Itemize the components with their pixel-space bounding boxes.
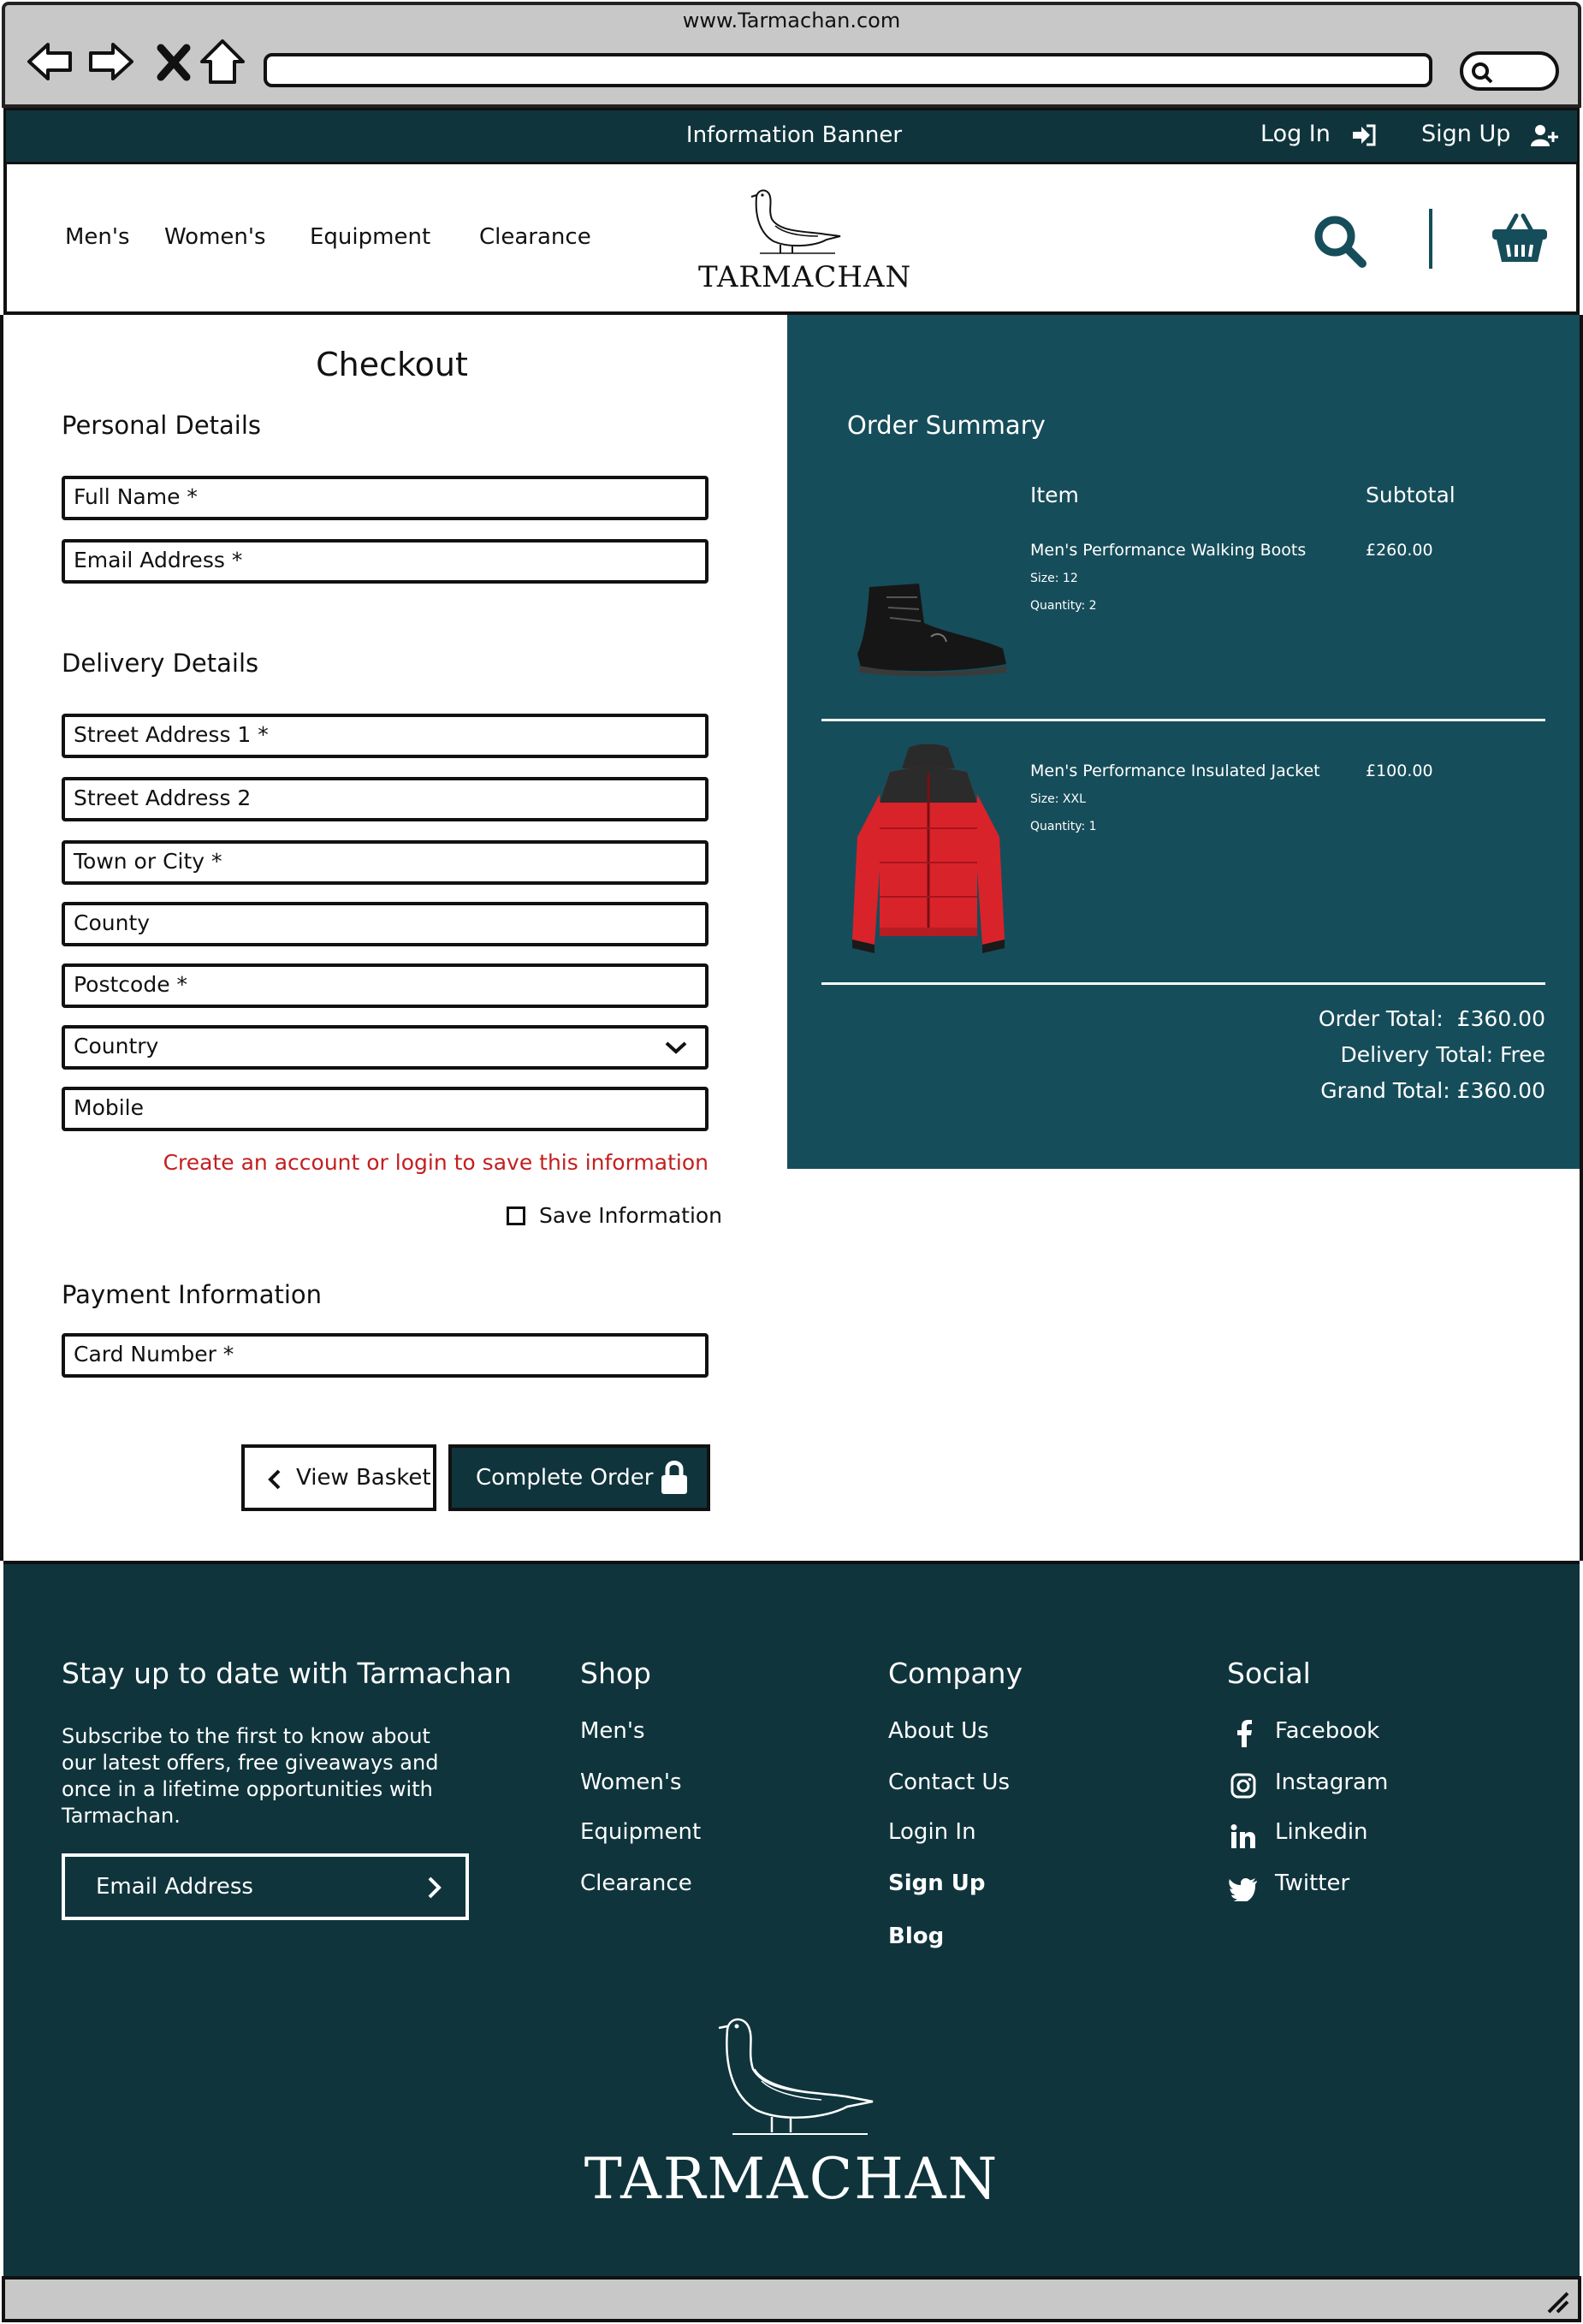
chevron-down-icon: [664, 1039, 688, 1056]
delivery-total: Delivery Total: Free: [1340, 1042, 1545, 1067]
site-header: [3, 164, 1580, 315]
postcode-field[interactable]: Postcode *: [62, 963, 708, 1008]
footer-shop-clearance[interactable]: Clearance: [580, 1870, 692, 1896]
grand-total: Grand Total: £360.00: [1320, 1078, 1545, 1103]
login-label: Log In: [1260, 121, 1331, 147]
item-1-size: Size: 12: [1030, 572, 1078, 585]
social-twitter-link[interactable]: [1227, 1870, 1450, 1901]
company-heading: Company: [888, 1657, 1023, 1690]
basket-icon[interactable]: [1491, 212, 1549, 265]
browser-bottom-bar: [2, 2276, 1581, 2322]
back-arrow-icon[interactable]: [24, 36, 75, 87]
summary-divider: [821, 719, 1545, 721]
shop-heading: Shop: [580, 1657, 651, 1690]
nav-equipment[interactable]: Equipment: [310, 224, 431, 250]
card-number-field[interactable]: Card Number *: [62, 1333, 708, 1378]
facebook-icon: [1236, 1720, 1253, 1747]
order-summary-panel: [787, 315, 1580, 1169]
item-1-quantity: Quantity: 2: [1030, 599, 1097, 613]
nav-womens[interactable]: Women's: [164, 224, 266, 250]
login-link[interactable]: [1260, 121, 1377, 147]
order-summary-heading: Order Summary: [847, 411, 1046, 440]
nav-mens[interactable]: Men's: [65, 224, 130, 250]
item-2-size: Size: XXL: [1030, 792, 1086, 806]
page-right-border: [1580, 315, 1583, 1561]
resize-handle-icon[interactable]: [1542, 2286, 1571, 2315]
social-instagram-link[interactable]: [1227, 1770, 1450, 1800]
footer-logo-wordmark[interactable]: TARMACHAN: [584, 2146, 999, 2212]
item-1-subtotal: £260.00: [1366, 541, 1433, 560]
item-2-subtotal: £100.00: [1366, 762, 1433, 780]
save-information-checkbox[interactable]: [507, 1206, 525, 1225]
twitter-icon: [1229, 1877, 1258, 1901]
street-address-1-field[interactable]: Street Address 1 *: [62, 714, 708, 758]
home-icon[interactable]: [197, 36, 248, 87]
view-basket-button[interactable]: [241, 1444, 436, 1511]
county-field[interactable]: County: [62, 902, 708, 946]
complete-order-label: Complete Order: [476, 1465, 654, 1491]
page-title: Checkout: [316, 346, 468, 383]
forward-arrow-icon[interactable]: [86, 36, 137, 87]
facebook-label: Facebook: [1275, 1718, 1380, 1744]
street-address-2-field[interactable]: Street Address 2: [62, 777, 708, 821]
summary-divider: [821, 982, 1545, 985]
complete-order-button[interactable]: [448, 1444, 710, 1511]
chevron-left-icon: [267, 1468, 282, 1491]
instagram-label: Instagram: [1275, 1770, 1389, 1795]
browser-search-field[interactable]: [1460, 51, 1559, 91]
instagram-icon: [1230, 1773, 1256, 1799]
footer-shop-mens[interactable]: Men's: [580, 1718, 645, 1744]
signup-link[interactable]: [1421, 121, 1559, 147]
url-text: www.Tarmachan.com: [682, 9, 901, 33]
social-facebook-link[interactable]: [1227, 1718, 1450, 1749]
search-icon: [1470, 61, 1494, 85]
address-bar[interactable]: [264, 53, 1432, 87]
nav-clearance[interactable]: Clearance: [479, 224, 591, 250]
item-2-name: Men's Performance Insulated Jacket: [1030, 762, 1320, 780]
footer-shop-equipment[interactable]: Equipment: [580, 1819, 702, 1845]
item-2-quantity: Quantity: 1: [1030, 820, 1097, 833]
item-1-name: Men's Performance Walking Boots: [1030, 541, 1307, 560]
view-basket-label: View Basket: [296, 1465, 431, 1491]
logo-wordmark[interactable]: TARMACHAN: [698, 260, 912, 294]
subtotal-column-header: Subtotal: [1366, 483, 1456, 507]
lock-icon: [661, 1460, 688, 1496]
information-banner: [3, 108, 1580, 164]
add-user-icon: [1530, 123, 1559, 147]
footer-contact-us[interactable]: Contact Us: [888, 1770, 1010, 1795]
social-linkedin-link[interactable]: [1227, 1819, 1450, 1850]
linkedin-icon: [1230, 1824, 1256, 1848]
header-divider: [1429, 209, 1432, 269]
footer-blog[interactable]: Blog: [888, 1924, 945, 1949]
search-icon[interactable]: [1313, 214, 1367, 269]
footer-sign-up[interactable]: Sign Up: [888, 1870, 986, 1896]
page-left-border: [0, 315, 3, 1561]
order-total: Order Total: £360.00: [1318, 1006, 1545, 1031]
mobile-field[interactable]: Mobile: [62, 1087, 708, 1131]
ptarmigan-logo-icon[interactable]: [746, 185, 847, 257]
newsletter-text: Subscribe to the first to know about our latest offers, free giveaways and once in a lifetime opportunities with Tarmachan.: [62, 1724, 439, 1828]
footer-about-us[interactable]: About Us: [888, 1718, 989, 1744]
chevron-right-icon[interactable]: [426, 1876, 443, 1900]
footer-shop-womens[interactable]: Women's: [580, 1770, 682, 1795]
social-heading: Social: [1227, 1657, 1311, 1690]
country-select-label: Country: [74, 1034, 159, 1058]
banner-text: Information Banner: [685, 122, 903, 148]
full-name-field[interactable]: Full Name *: [62, 476, 708, 520]
payment-information-heading: Payment Information: [62, 1280, 323, 1309]
item-column-header: Item: [1030, 483, 1079, 507]
delivery-details-heading: Delivery Details: [62, 649, 259, 678]
town-city-field[interactable]: Town or City *: [62, 840, 708, 885]
email-field[interactable]: Email Address *: [62, 539, 708, 584]
sign-in-icon: [1351, 123, 1377, 147]
account-prompt-link[interactable]: Create an account or login to save this information: [163, 1150, 708, 1175]
site-footer: [3, 1561, 1580, 2276]
insulated-jacket-image: [849, 743, 1008, 962]
personal-details-heading: Personal Details: [62, 411, 262, 440]
walking-boots-image: [852, 572, 1010, 678]
close-icon[interactable]: [152, 36, 195, 87]
footer-login[interactable]: Login In: [888, 1819, 976, 1845]
twitter-label: Twitter: [1275, 1870, 1350, 1896]
save-information-label: Save Information: [539, 1203, 723, 1228]
country-select[interactable]: [62, 1025, 708, 1070]
footer-ptarmigan-logo-icon[interactable]: [710, 2009, 881, 2143]
newsletter-heading: Stay up to date with Tarmachan: [62, 1657, 512, 1690]
newsletter-email-placeholder: Email Address: [96, 1874, 253, 1900]
linkedin-label: Linkedin: [1275, 1819, 1368, 1845]
signup-label: Sign Up: [1421, 121, 1511, 147]
save-information-option[interactable]: [503, 1203, 723, 1230]
newsletter-email-field[interactable]: [62, 1853, 469, 1920]
